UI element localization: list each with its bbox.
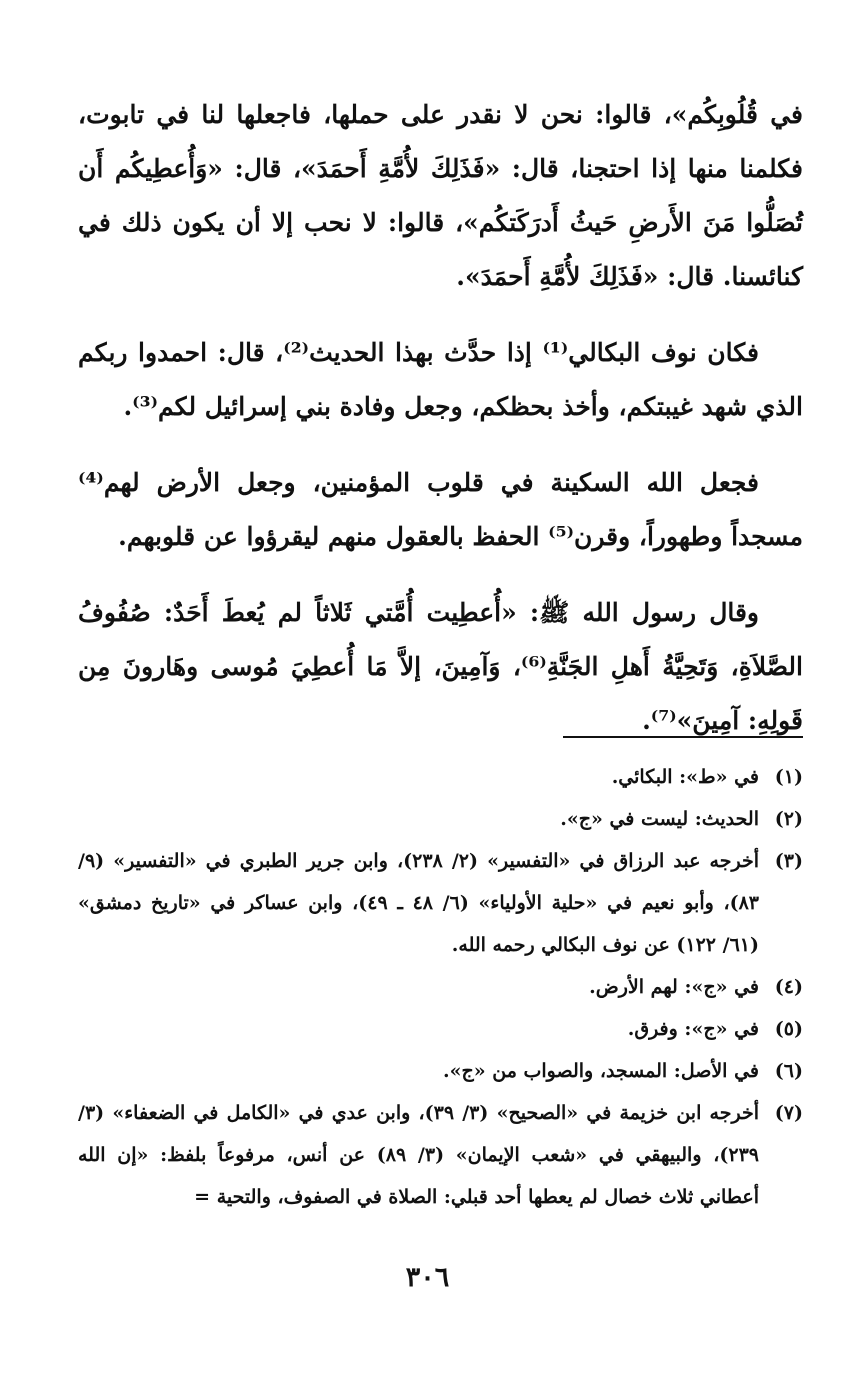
footnote-number: (٤) [774,976,803,998]
footnote-number: (٦) [774,1060,803,1082]
footnote-text: أخرجه ابن خزيمة في «الصحيح» (٣/ ٣٩)، وابن عدي في «الكامل في الضعفاء» (٣/ ٢٣٩)، والبيهقي في «شعب الإيمان» (٣/ ٨٩) عن أنس، مرفوعاً بلفظ: «إن الله أعطاني ثلاث خصال لم يعطها أحد قبلي: الصلاة في الصفوف، والتحية = [78,1102,759,1208]
footnote-1 [78,756,803,798]
footnote-text: الحديث: ليست في «ج». [560,808,759,830]
footnote-text: في «ط»: البكائي. [611,766,759,788]
paragraph-4: وقال رسول الله ﷺ: «أُعطِيت أُمَّتي ثَلاثاً لم يُعطَ أَحَدٌ: صُفُوفُ الصَّلاَةِ، وَتَحِيَّةُ أَهلِ الجَنَّةِ⁽⁶⁾، وَآمِينَ، إلاَّ مَا أُعطِيَ مُوسى وهَارونَ مِن قَولِهِ: آمِينَ»⁽⁷⁾. [78,598,803,735]
footnote-number: (٣) [774,850,803,872]
footnote-text: أخرجه عبد الرزاق في «التفسير» (٢/ ٢٣٨)، وابن جرير الطبري في «التفسير» (٩/ ٨٣)، وأبو نعيم في «حلية الأولياء» (٦/ ٤٨ ـ ٤٩)، وابن عساكر في «تاريخ دمشق» (٦١/ ١٢٢) عن نوف البكالي رحمه الله. [78,850,759,956]
footnote-text: في «ج»: وفرق. [627,1018,759,1040]
footnote-5 [78,1008,803,1050]
footnote-3 [78,840,803,966]
paragraph-2: فكان نوف البكالي⁽¹⁾ إذا حدَّث بهذا الحديث⁽²⁾، قال: احمدوا ربكم الذي شهد غيبتكم، وأخذ بحظكم، وجعل وفادة بني إسرائيل لكم⁽³⁾. [78,338,803,421]
footnote-number: (٢) [774,808,803,830]
footnote-number: (١) [774,766,803,788]
paragraph-1: في قُلُوبِكُم»، قالوا: نحن لا نقدر على حملها، فاجعلها لنا في تابوت، فكلمنا منها إذا احتجنا، قال: «فَذَلِكَ لأُمَّةِ أَحمَدَ»، قال: «وَأُعطِيكُم أَن تُصَلُّوا مَنَ الأَرضِ حَيثُ أَدرَكَتكُم»، قالوا: لا نحب إلا أن يكون ذلك في كنائسنا. قال: «فَذَلِكَ لأُمَّةِ أَحمَدَ». [78,100,803,291]
footnote-6 [78,1050,803,1092]
footnote-divider [563,736,803,738]
paragraph-3: فجعل الله السكينة في قلوب المؤمنين، وجعل الأرض لهم⁽⁴⁾ مسجداً وطهوراً، وقرن⁽⁵⁾ الحفظ بالعقول منهم ليقرؤوا عن قلوبهم. [78,468,803,551]
page-body [78,88,803,770]
footnote-text: في «ج»: لهم الأرض. [589,976,759,998]
footnote-text: في الأصل: المسجد، والصواب من «ج». [443,1060,759,1082]
page-number: ٣٠٦ [405,1262,450,1293]
main-text [78,88,803,748]
footnotes [78,756,803,1218]
footnote-4 [78,966,803,1008]
footnote-number: (٥) [774,1018,803,1040]
footnote-7 [78,1092,803,1218]
footnote-number: (٧) [774,1102,803,1124]
footnote-2 [78,798,803,840]
